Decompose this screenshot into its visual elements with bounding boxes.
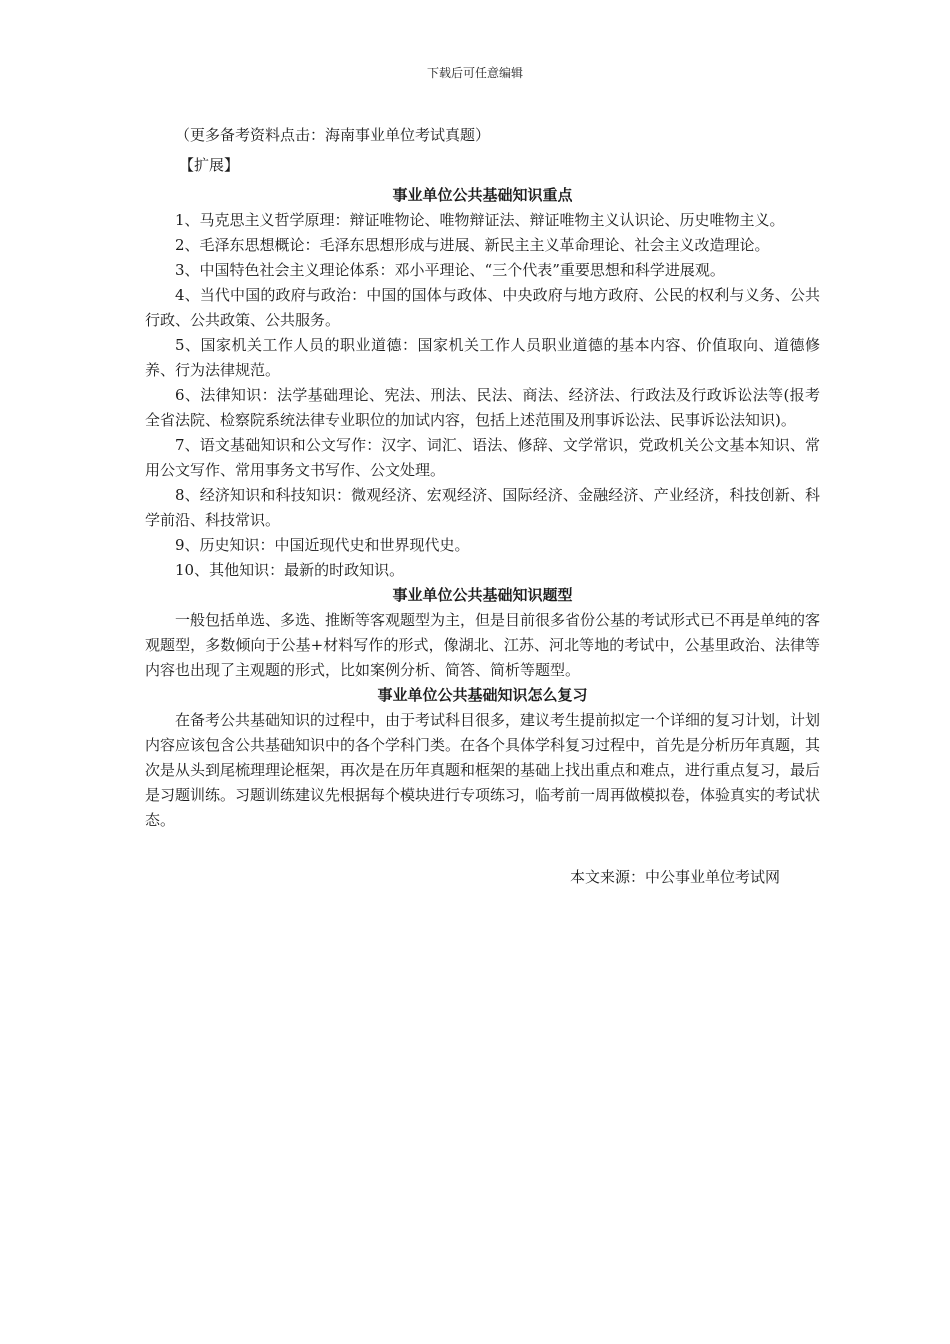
source-attribution: 本文来源：中公事业单位考试网 — [569, 868, 780, 886]
more-materials-link[interactable]: （更多备考资料点击：海南事业单位考试真题） — [175, 126, 491, 144]
list-item: 7、语文基础知识和公文写作：汉字、词汇、语法、修辞、文学常识，党政机关公文基本知识、常用公文写作、常用事务文书写作、公文处理。 — [145, 436, 820, 479]
list-item: 8、经济知识和科技知识：微观经济、宏观经济、国际经济、金融经济、产业经济，科技创新、科学前沿、科技常识。 — [145, 486, 820, 529]
question-types-paragraph: 一般包括单选、多选、推断等客观题型为主，但是目前很多省份公基的考试形式已不再是单纯的客观题型，多数倾向于公基+材料写作的形式，像湖北、江苏、河北等地的考试中，公基里政治、法律等内容也出现了主观题的形式，比如案例分析、简答、简析等题型。 — [145, 611, 821, 679]
list-item: 3、中国特色社会主义理论体系：邓小平理论、“三个代表”重要思想和科学进展观。 — [175, 261, 725, 279]
header-note: 下载后可任意编辑 — [426, 66, 523, 80]
section-title-question-types: 事业单位公共基础知识题型 — [392, 586, 573, 604]
list-item: 1、马克思主义哲学原理：辩证唯物论、唯物辩证法、辩证唯物主义认识论、历史唯物主义。 — [175, 211, 785, 229]
list-item: 6、法律知识：法学基础理论、宪法、刑法、民法、商法、经济法、行政法及行政诉讼法等(报考全省法院、检察院系统法律专业职位的加试内容，包括上述范围及刑事诉讼法、民事诉讼法知识)。 — [145, 386, 820, 429]
review-method-paragraph: 在备考公共基础知识的过程中，由于考试科目很多，建议考生提前拟定一个详细的复习计划，计划内容应该包含公共基础知识中的各个学科门类。在各个具体学科复习过程中，首先是分析历年真题，其次是从头到尾梳理理论框架，再次是在历年真题和框架的基础上找出重点和难点，进行重点复习，最后是习题训练。习题训练建议先根据每个模块进行专项练习，临考前一周再做模拟卷，体验真实的考试状态。 — [145, 711, 821, 829]
list-item: 4、当代中国的政府与政治：中国的国体与政体、中央政府与地方政府、公民的权利与义务、公共行政、公共政策、公共服务。 — [145, 286, 820, 329]
section-title-key-points: 事业单位公共基础知识重点 — [392, 186, 573, 204]
section-title-review-method: 事业单位公共基础知识怎么复习 — [377, 686, 588, 704]
document-body — [145, 123, 820, 890]
list-item: 9、历史知识：中国近现代史和世界现代史。 — [175, 536, 470, 554]
list-item: 2、毛泽东思想概论：毛泽东思想形成与进展、新民主主义革命理论、社会主义改造理论。 — [175, 236, 770, 254]
list-item: 5、国家机关工作人员的职业道德：国家机关工作人员职业道德的基本内容、价值取向、道德修养、行为法律规范。 — [145, 336, 820, 379]
list-item: 10、其他知识：最新的时政知识。 — [175, 561, 405, 579]
expand-label: 【扩展】 — [179, 156, 240, 174]
key-points-list — [145, 208, 820, 583]
